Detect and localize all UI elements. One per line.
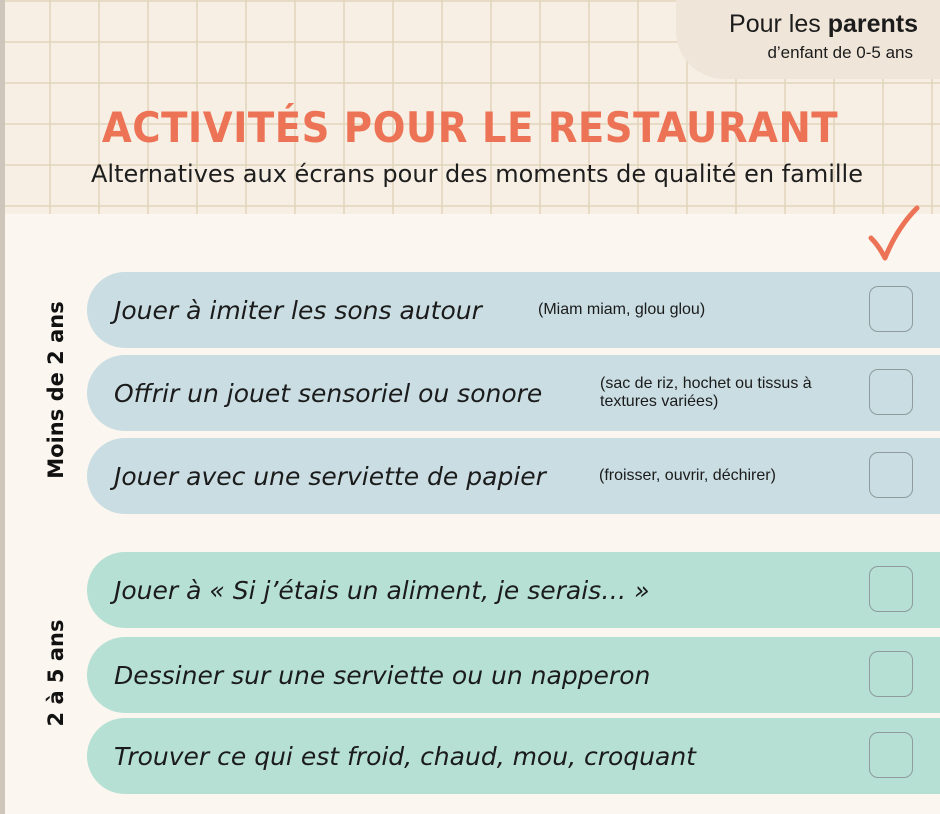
activity-text: Trouver ce qui est froid, chaud, mou, croquant [114,741,696,771]
badge-subtitle: d’enfant de 0-5 ans [767,43,913,62]
check-mark-icon [865,204,921,262]
activity-checkbox[interactable] [869,651,913,697]
activity-checkbox[interactable] [869,566,913,612]
badge-title [729,10,918,39]
badge-bold: parents [827,10,918,38]
audience-badge [676,0,940,79]
activity-row [87,272,940,348]
activity-note: (froisser, ouvrir, déchirer) [599,467,776,484]
group-label-under-2: Moins de 2 ans [44,301,68,479]
activity-note: (sac de riz, hochet ou tissus à textures variées) [600,375,812,410]
page-subtitle: Alternatives aux écrans pour des moments de qualité en famille [91,160,863,188]
activity-row [87,718,940,794]
activity-text: Offrir un jouet sensoriel ou sonore [114,378,543,408]
activity-checkbox[interactable] [869,369,913,415]
group-label-2-to-5: 2 à 5 ans [44,619,68,727]
activity-checkbox[interactable] [869,452,913,498]
activity-checkbox[interactable] [869,732,913,778]
page-title: ACTIVITÉS POUR LE RESTAURANT [101,103,839,152]
activity-note: (Miam miam, glou glou) [538,301,706,318]
activity-text: Dessiner sur une serviette ou un napperon [114,660,651,690]
activity-text: Jouer à imiter les sons autour [114,295,482,325]
activity-text: Jouer à « Si j’étais un aliment, je serais… » [114,575,650,605]
activity-row [87,355,940,431]
activity-row [87,637,940,713]
badge-prefix: Pour les [729,10,828,38]
activity-row [87,552,940,628]
activity-checkbox[interactable] [869,286,913,332]
left-edge-bar [0,0,5,814]
activity-text: Jouer avec une serviette de papier [114,461,546,491]
activity-row [87,438,940,514]
